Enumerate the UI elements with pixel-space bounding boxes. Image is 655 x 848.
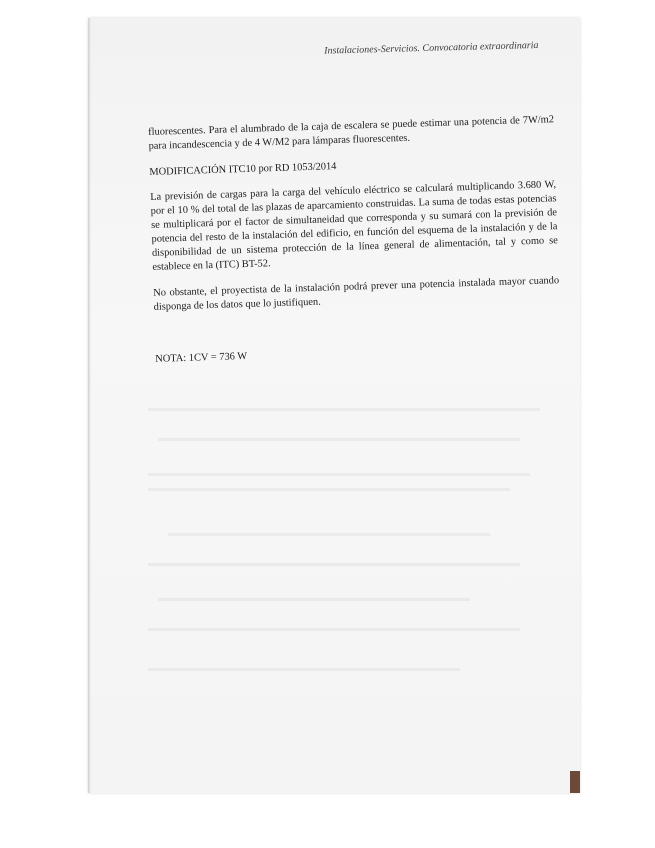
paragraph-lighting: fluorescentes. Para el alumbrado de la caja de escalera se puede estimar una potencia de 7W/m2 para incandescencia y de 4 W/M2 para lámparas fluorescentes. (148, 114, 555, 152)
bleed-through-line (148, 628, 520, 631)
sheet-corner-shadow (570, 771, 580, 793)
note-line: NOTA: 1CV = 736 W (155, 351, 248, 365)
bleed-through-line (148, 408, 540, 411)
bleed-through-line (158, 598, 470, 601)
paragraph-designer-note: No obstante, el proyectista de la instalación podrá prever una potencia instalada mayor cuando disponga de los datos que lo justifiquen. (153, 275, 560, 313)
bleed-through-line (148, 563, 520, 566)
bleed-through-line (168, 533, 490, 536)
document-body (148, 113, 562, 379)
bleed-through-line (148, 473, 530, 476)
section-heading: MODIFICACIÓN ITC10 por RD 1053/2014 (149, 161, 337, 178)
sheet-left-edge (88, 18, 91, 793)
paper-sheet (88, 18, 580, 793)
running-header: Instalaciones-Servicios. Convocatoria extraordinaria (323, 40, 539, 57)
bleed-through-line (158, 438, 520, 441)
bleed-through-line (148, 488, 510, 491)
paragraph-ev-charging: La previsión de cargas para la carga del vehículo eléctrico se calculará multiplicando 3.680 W, por el 10 % del total de las plazas de aparcamiento construidas. La suma de todas estas potencias se multiplicará por el factor de simultaneidad que corresponda y su sumará con la previsión de potencia del resto de la instalación del edificio, en función del esquema de la instalación y de la disponibilidad de un sistema protección de la línea general de alimentación, tal y como se establece en la (ITC) BT-52. (150, 179, 558, 273)
bleed-through-line (148, 668, 460, 671)
